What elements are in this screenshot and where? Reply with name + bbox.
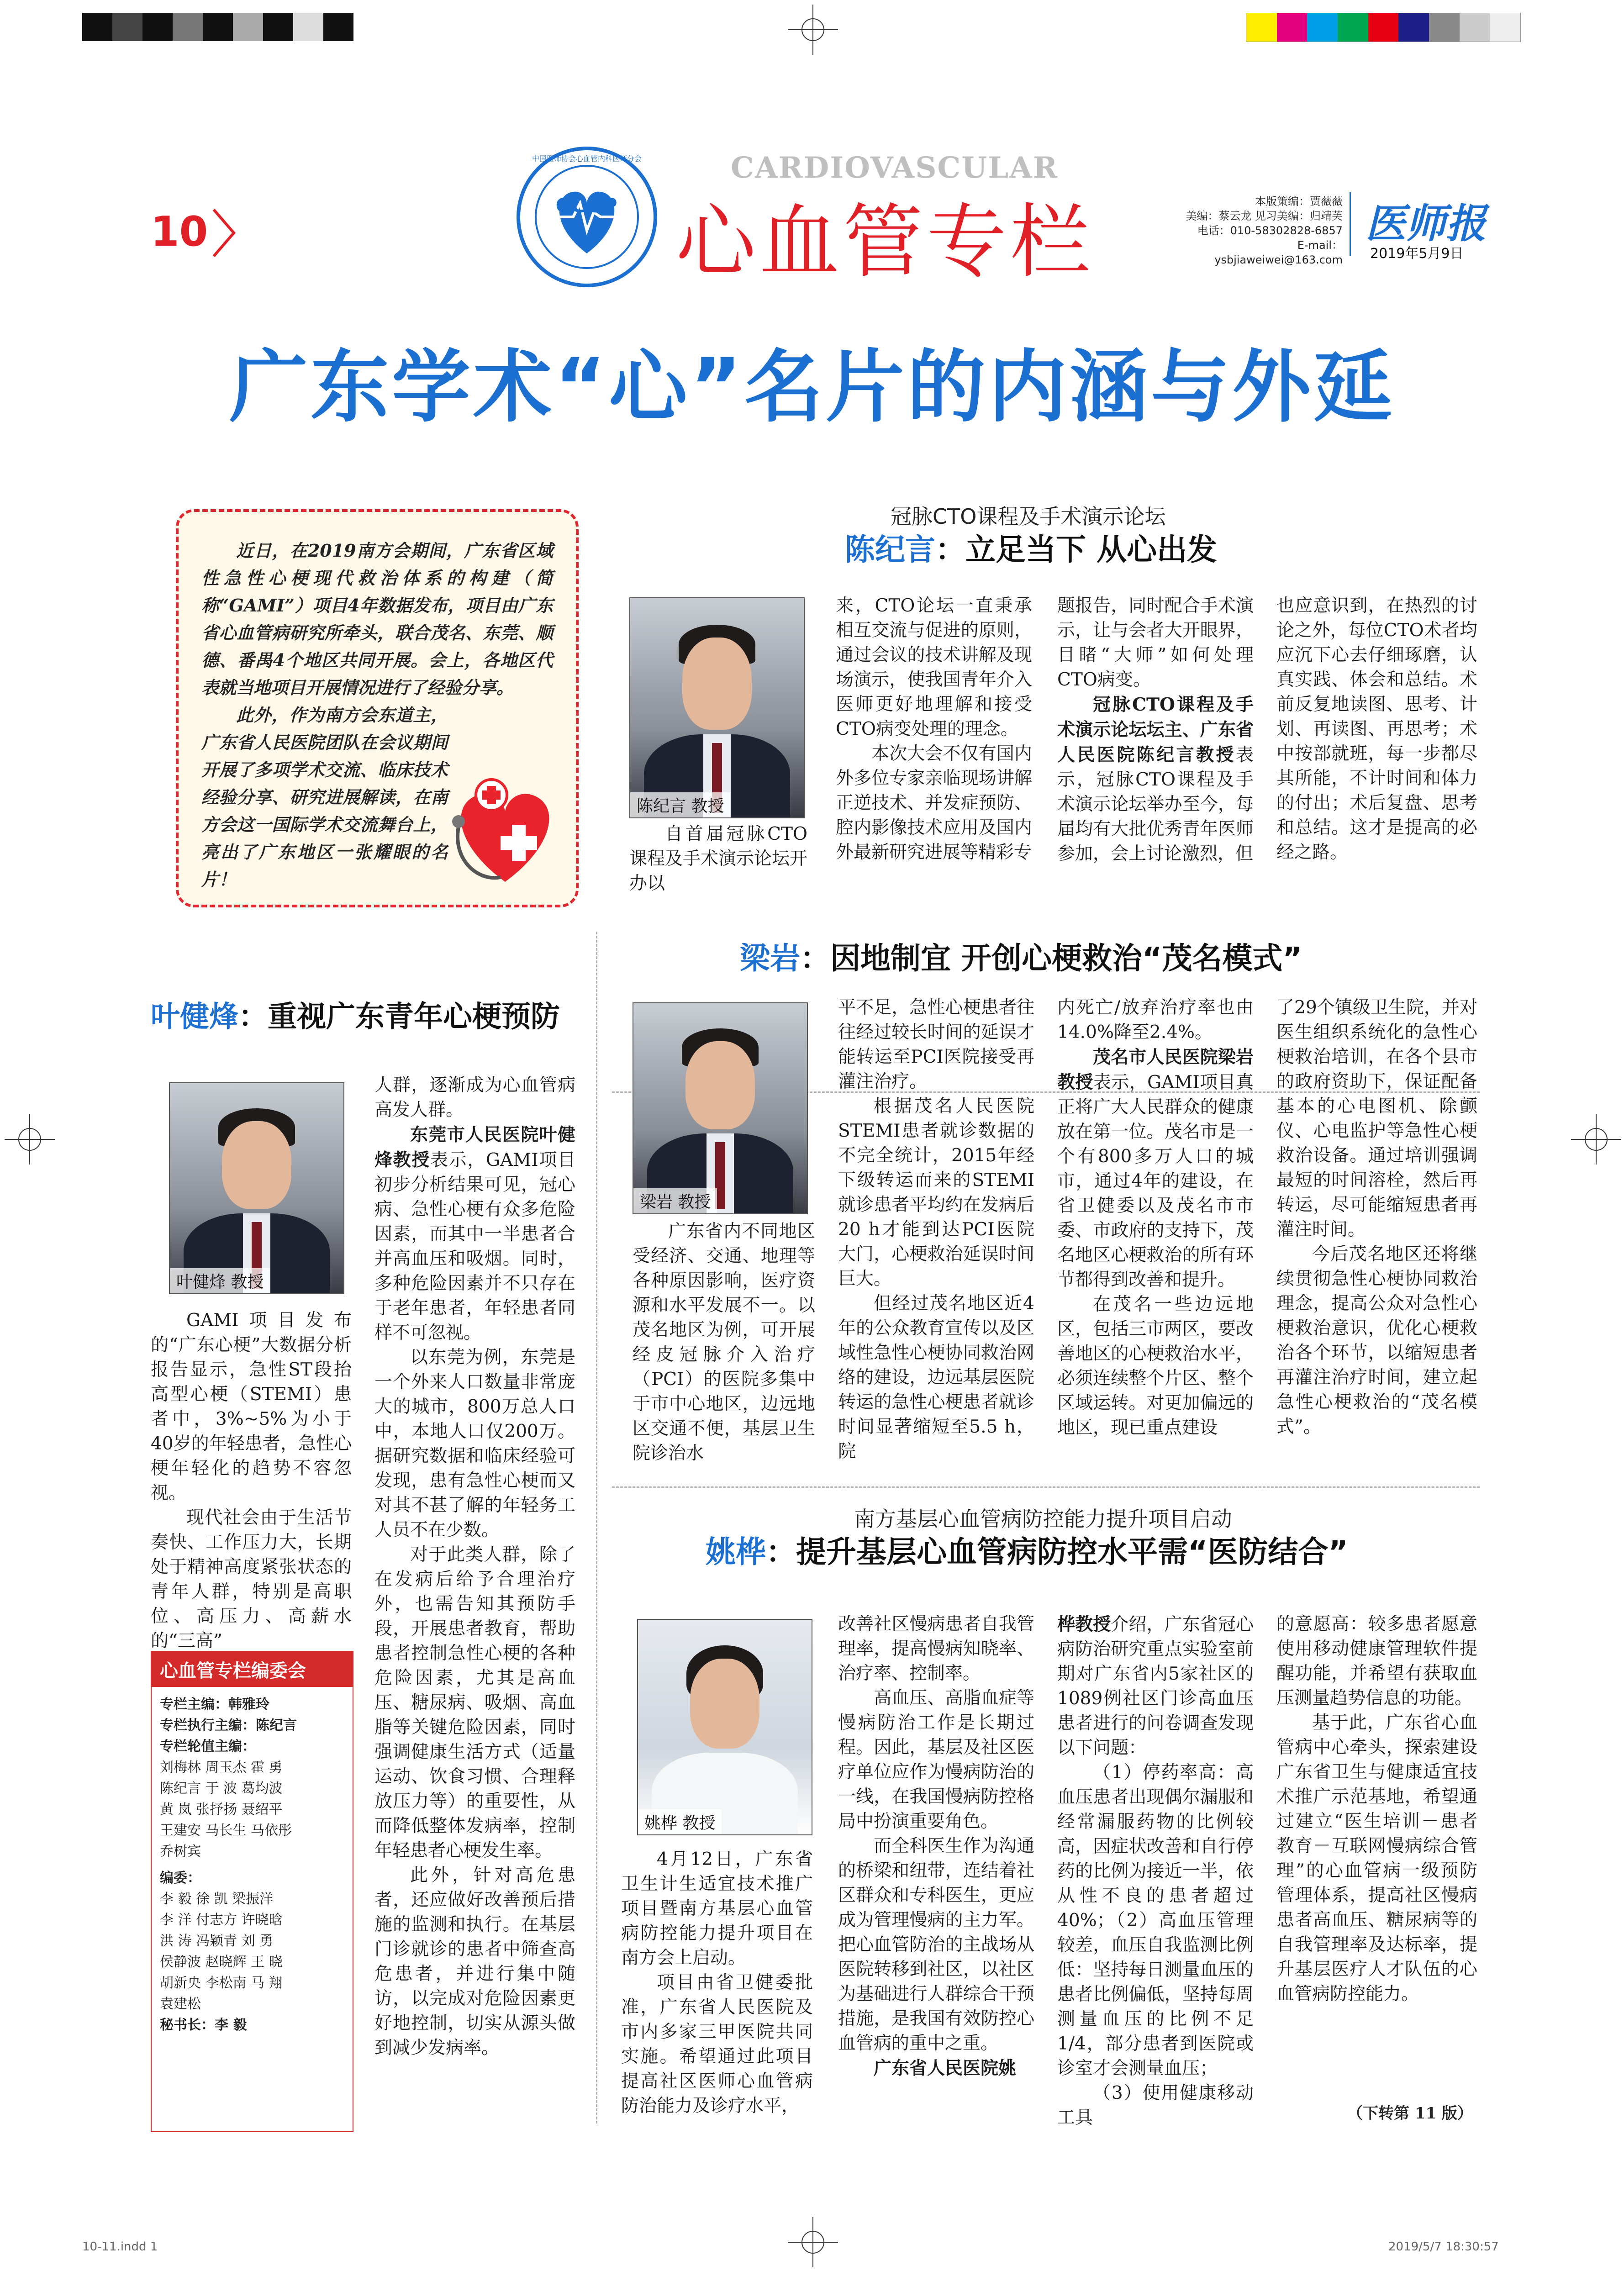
chen-col1: 自首届冠脉CTO课程及手术演示论坛开办以	[629, 824, 808, 894]
liang-section-title	[740, 934, 1302, 977]
liang-photo-caption: 梁岩 教授	[633, 1188, 717, 1213]
liang-col4: 了29个镇级卫生院，并对医生组织系统化的急性心梗救治培训，在各个县市的政府资助下，保证配备基本的心电图机、除颤仪、心电监护等急性心梗救治设备。通过培训强调最短的时间溶栓，然后再转运，尽可能缩短患者再灌注时间。 今后茂名地区还将继续贯彻急性心梗协同救治理念，提高公众对急性心梗救治意识，优化心梗救治各个环节，以缩短患者再灌注治疗时间，建立起急性心梗救治的“茂名模式”。	[1276, 997, 1477, 1437]
intro-paragraph: 近日，在2019南方会期间，广东省区域性急性心梗现代救治体系的构建（简称“GAMI”）项目4年数据发布，项目由广东省心血管病研究所牵头，联合茂名、东莞、顺德、番禺4个地区共同开展。会上，各地区代表就当地项目开展情况进行了经验分享。	[201, 540, 553, 698]
intro-box	[176, 509, 579, 907]
yao-col3: 桦教授介绍，广东省冠心病防治研究重点实验室前期对广东省内5家社区的1089例社区门诊高血压患者进行的问卷调查发现以下问题： （1）停药率高：高血压患者出现偶尔漏服和经常漏服药物的比例较高，因症状改善和自行停药的比例为接近一半，依从性不良的患者超过40%；（2）高血压管理较差，血压自我监测比例低：坚持每日测量血压的患者比例偏低，坚持每周测量血压的比例不足1/4，部分患者到医院或诊室才会测量血压； （3）使用健康移动工具	[1057, 1614, 1254, 2128]
chen-col3: 题报告，同时配合手术演示，让与会者大开眼界，目睹“大师”如何处理CTO病变。 冠脉CTO课程及手术演示论坛坛主、广东省人民医院陈纪言教授表示，冠脉CTO课程及手术演示论坛举办至今，每届均有大批优秀青年医师参加，会上讨论激烈，但	[1057, 595, 1254, 864]
masthead-divider	[1350, 192, 1351, 256]
editorial-heading: 心血管专栏编委会	[152, 1652, 353, 1687]
yao-col1: 4月12日，广东省卫生计生适宜技术推广项目暨南方基层心血管病防控能力提升项目在南方会上启动。 项目由省卫健委批准，广东省人民医院及市内多家三甲医院共同实施。希望通过此项目提高社区医师心血管病防治能力及诊疗水平，	[621, 1849, 813, 2116]
ye-col2: 人群，逐渐成为心血管病高发人群。 东莞市人民医院叶健烽教授表示，GAMI项目初步分析结果可见，冠心病、急性心梗有众多危险因素，而其中一半患者合并高血压和吸烟。同时，多种危险因素并不只存在于老年患者，年轻患者同样不可忽视。 以东莞为例，东莞是一个外来人口数量非常庞大的城市，800万总人口中，本地人口仅200万。据研究数据和临床经验可发现，患有急性心梗而又对其不甚了解的年轻务工人员不在少数。 对于此类人群，除了在发病后给予合理治疗外，也需告知其预防手段，开展患者教育，帮助患者控制急性心梗的各种危险因素，尤其是高血压、糖尿病、吸烟、高血脂等关键危险因素，同时强调健康生活方式（适量运动、饮食习惯、合理释放压力等）的重要性，从而降低整体发病率，控制年轻患者心梗发生率。 此外，针对高危患者，还应做好改善预后措施的监测和执行。在基层门诊就诊的患者中筛查高危患者，并进行集中随访，以完成对危险因素更好地控制，切实从源头做到减少发病率。	[374, 1075, 575, 2058]
chen-col2: 来，CTO论坛一直秉承相互交流与促进的原则，通过会议的技术讲解及现场演示，使我国青年介入医师更好地理解和接受CTO病变处理的理念。 本次大会不仅有国内外多位专家亲临现场讲解正逆技术、并发症预防、腔内影像技术应用及国内外最新研究进展等精彩专	[836, 595, 1032, 863]
yao-kicker: 南方基层心血管病防控能力提升项目启动	[854, 1507, 1232, 1531]
chen-name: 陈纪言	[845, 532, 935, 567]
editorial-list: 专栏主编：韩雅玲 专栏执行主编：陈纪言 专栏轮值主编： 刘梅林 周玉杰 霍 勇 陈纪言 于 波 葛均波 黄 岚 张抒扬 聂绍平 王建安 马长生 马依彤 乔树宾 编委： 李 毅 徐 凯 梁振洋 李 洋 付志方 许晓晗 洪 涛 冯颖青 刘 勇 侯静波 赵晓辉 王 晓 胡新央 李松南 马 翔 袁建松 秘书长：李 毅	[160, 1697, 297, 2033]
registration-mark-top	[788, 5, 838, 55]
yao-name: 姚桦	[706, 1534, 766, 1570]
footer-timestamp: 2019/5/7 18:30:57	[1388, 2240, 1499, 2254]
footer-file: 10-11.indd 1	[82, 2240, 158, 2254]
ye-section-title	[151, 993, 560, 1035]
chen-photo-caption: 陈纪言 教授	[630, 792, 730, 817]
ye-name: 叶健烽	[151, 1000, 238, 1034]
yao-col4: 的意愿高：较多患者愿意使用移动健康管理软件提醒功能，并希望有获取血压测量趋势信息的功能。 基于此，广东省心血管病中心牵头，探索建设广东省卫生与健康适宜技术推广示范基地，希望通过建立“医生培训－患者教育－互联网慢病综合管理”的心血管病一级预防管理体系，提高社区慢病患者高血压、糖尿病等的自我管理率及达标率，提升基层医疗人才队伍的心血管病防控能力。	[1276, 1614, 1477, 2004]
chen-col4: 也应意识到，在热烈的讨论之外，每位CTO术者均应沉下心去仔细琢磨，认真实践、体会和总结。术前反复地读图、思考、计划、再读图、再思考；术中按部就班，每一步都尽其所能，不计时间和体力的付出；术后复盘、思考和总结。这才是提高的必经之路。	[1276, 595, 1477, 863]
issue-date: 2019年5月9日	[1370, 246, 1464, 262]
color-bar-right	[1246, 13, 1521, 42]
liang-col3: 内死亡/放弃治疗率也由14.0%降至2.4%。 茂名市人民医院梁岩教授表示，GAMI项目真正将广大人民群众的健康放在第一位。茂名市是一个有800多万人口的城市，通过4年的建设，在省卫健委以及茂名市市委、市政府的支持下，茂名地区心梗救治的所有环节都得到改善和提升。 在茂名一些边远地区，包括三市两区，要改善地区的心梗救治水平，必须连续整个片区、整个区域运转。对更加偏远的地区，现已重点建设	[1057, 997, 1254, 1438]
masthead-credits: 本版策编：贾薇薇 美编：蔡云龙 见习美编：归靖芙 电话：010-58302828-6857 E-mail：ysbjiaweiwei@163.com	[1186, 195, 1343, 266]
horizontal-divider	[612, 1486, 1480, 1488]
liang-col2: 平不足，急性心梗患者往往经过较长时间的延误才能转运至PCI医院接受再灌注治疗。 根据茂名人民医院STEMI患者就诊数据的不完全统计，2015年经下级转运而来的STEMI就诊患者平均约在发病后20 h才能到达PCI医院大门，心梗救治延误时间巨大。 但经过茂名地区近4年的公众教育宣传以及区域性急性心梗协同救治网络的建设，边远基层医院转运的急性心梗患者就诊时间显著缩短至5.5 h，院	[838, 997, 1034, 1462]
liang-col1: 广东省内不同地区受经济、交通、地理等各种原因影响，医疗资源和水平发展不一。以茂名地区为例，可开展经皮冠脉介入治疗（PCI）的医院多集中于市中心地区，边远地区交通不便，基层卫生院诊治水	[633, 1221, 815, 1464]
chen-kicker: 冠脉CTO课程及手术演示论坛	[891, 504, 1166, 529]
cccp-logo-text: CCCP	[555, 194, 618, 217]
ye-photo-caption: 叶健烽 教授	[170, 1268, 270, 1293]
liang-name: 梁岩	[740, 941, 800, 976]
yao-title: ：提升基层心血管病防控水平需“医防结合”	[766, 1534, 1348, 1570]
ye-col1: GAMI项目发布的“广东心梗”大数据分析报告显示，急性ST段抬高型心梗（STEMI）患者中，3%~5%为小于40岁的年轻患者，急性心梗年轻化的趋势不容忽视。 现代社会由于生活节奏快、工作压力大，长期处于精神高度紧张状态的青年人群，特别是高职位、高压力、高薪水的“三高”	[151, 1310, 352, 1651]
yao-col2: 改善社区慢病患者自我管理率，提高慢病知晓率、治疗率、控制率。 高血压、高脂血症等慢病防治工作是长期过程。因此，基层及社区医疗单位应作为慢病防治的一线，在我国慢病防控格局中扮演重要角色。 而全科医生作为沟通的桥梁和纽带，连结着社区群众和专科医生，更应成为管理慢病的主力军。把心血管防治的主战场从医院转移到社区，以社区为基础进行人群综合干预措施，是我国有效防控心血管病的重中之重。 广东省人民医院姚	[838, 1614, 1034, 2079]
yao-photo-caption: 姚桦 教授	[638, 1809, 722, 1834]
paper-name: 医师报	[1366, 200, 1487, 247]
cccp-logo-ring-text: 中国医师协会心血管内科医师分会	[532, 154, 642, 163]
column-title: 心血管专栏	[676, 196, 1094, 289]
liang-photo	[633, 1002, 808, 1214]
yao-photo	[637, 1619, 812, 1835]
ye-title: ：重视广东青年心梗预防	[238, 1000, 560, 1034]
continued-note: （下转第 11 版）	[1347, 2104, 1473, 2123]
cardiovascular-label: CARDIOVASCULAR	[731, 151, 1058, 185]
chen-section-title	[845, 525, 1217, 569]
page-number: 10	[151, 208, 208, 256]
heart-stethoscope-icon	[441, 768, 569, 896]
ye-photo	[169, 1082, 344, 1294]
chen-title: ：立足当下 从心出发	[935, 532, 1217, 567]
liang-title: ：因地制宜 开创心梗救治“茂名模式”	[800, 941, 1302, 976]
page-chevron-icon	[210, 208, 237, 258]
main-headline: 广东学术“心”名片的内涵与外延	[229, 341, 1395, 433]
yao-section-title	[706, 1528, 1348, 1571]
registration-mark-bottom	[788, 2217, 838, 2267]
registration-mark-left	[5, 1114, 55, 1164]
chen-photo	[629, 597, 805, 818]
registration-mark-right	[1571, 1114, 1621, 1164]
crop-bar-left	[82, 13, 384, 41]
editorial-board	[151, 1651, 353, 2132]
intro-paragraph: 此外，作为南方会东道主，广东省人民医院团队在会议期间开展了多项学术交流、临床技术经验分享、研究进展解读，在南方会这一国际学术交流舞台上，亮出了广东地区一张耀眼的名片！	[201, 705, 448, 890]
cccp-logo	[514, 144, 660, 290]
left-column-divider	[596, 932, 597, 2123]
